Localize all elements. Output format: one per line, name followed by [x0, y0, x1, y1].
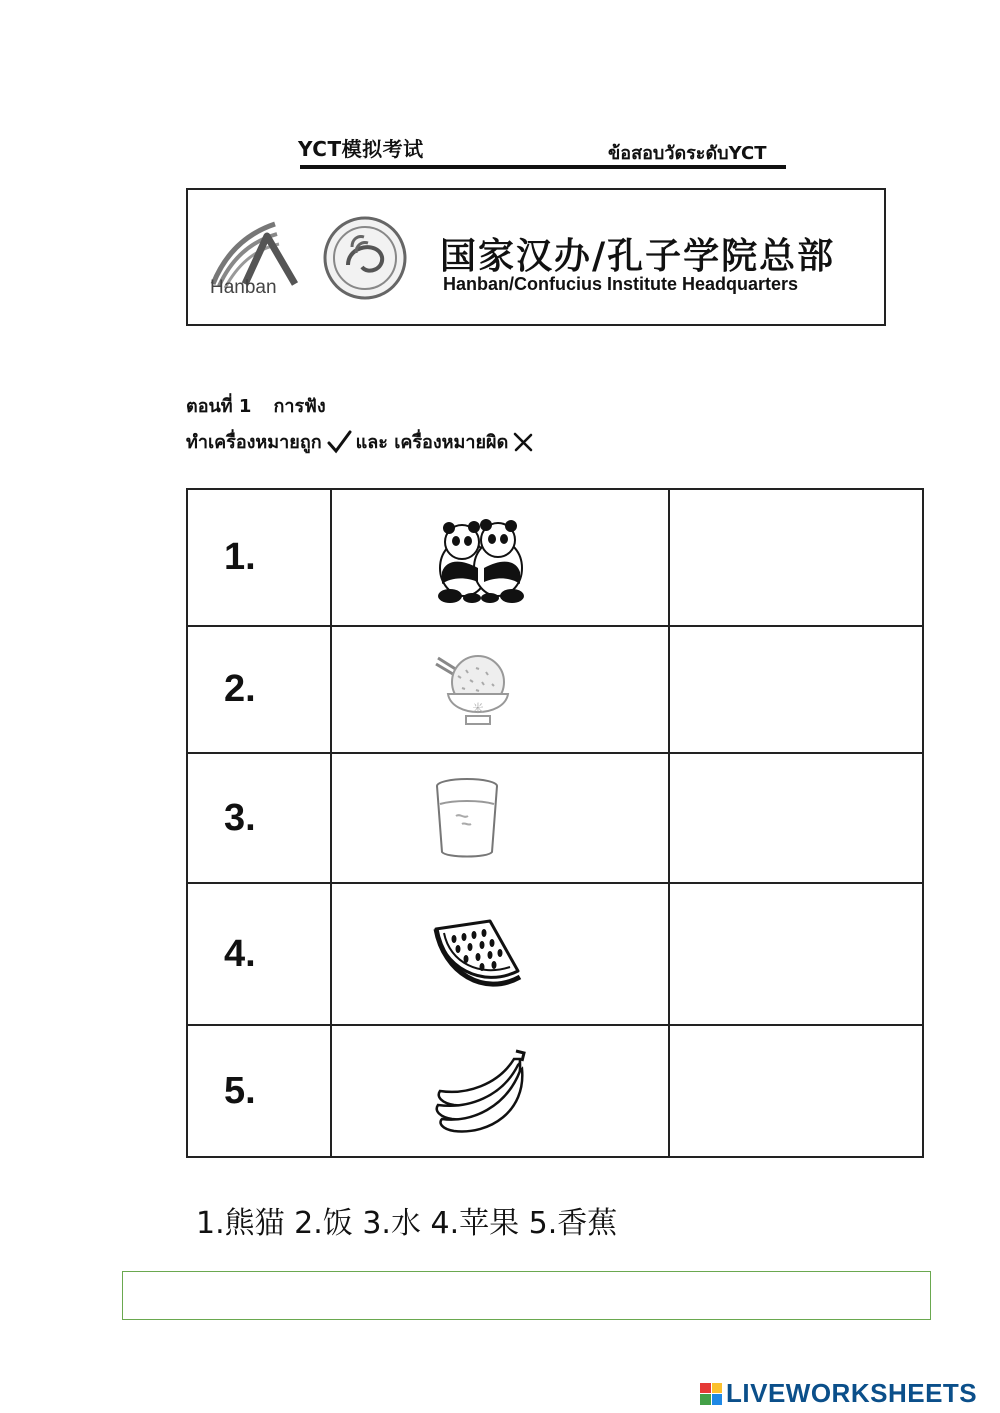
question-picture-cell [331, 626, 669, 753]
banana-icon [432, 1047, 532, 1135]
brand-text: LIVEWORKSHEETS [726, 1378, 978, 1408]
header-underline [300, 165, 786, 169]
rice-bowl-icon [432, 650, 522, 730]
answer-cell[interactable] [669, 1025, 923, 1157]
answers-line: 1.熊猫 2.饭 3.水 4.苹果 5.香蕉 [196, 1206, 618, 1241]
table-row [187, 753, 923, 883]
answer-cell[interactable] [669, 753, 923, 883]
part-name: การฟัง [273, 396, 326, 417]
question-picture-cell [331, 489, 669, 626]
confucius-institute-seal-icon [322, 215, 408, 301]
question-number: 1. [187, 489, 331, 626]
table-row [187, 489, 923, 626]
table-row [187, 1025, 923, 1157]
watermelon-icon [432, 915, 524, 993]
liveworksheets-logo-icon [700, 1383, 722, 1405]
part-heading [186, 391, 326, 420]
hanban-label: Hanban [210, 277, 277, 298]
table-row [187, 626, 923, 753]
answer-cell[interactable] [669, 626, 923, 753]
organization-name-english: Hanban/Confucius Institute Headquarters [443, 274, 799, 294]
instruction-text-middle: และ เครื่องหมายผิด [355, 432, 509, 453]
answer-input[interactable] [122, 1271, 931, 1320]
panda-icon [432, 512, 532, 604]
water-glass-icon [432, 776, 502, 860]
question-picture-cell [331, 883, 669, 1025]
instruction-text-before: ทำเครื่องหมายถูก [186, 432, 322, 453]
organization-name-chinese: 国家汉办/孔子学院总部 [440, 235, 836, 277]
header-left-title: YCT模拟考试 [298, 137, 424, 161]
question-picture-cell [331, 753, 669, 883]
question-table [186, 488, 924, 1158]
question-number: 4. [187, 883, 331, 1025]
question-number: 3. [187, 753, 331, 883]
answer-cell[interactable] [669, 489, 923, 626]
question-picture-cell [331, 1025, 669, 1157]
instruction-line [186, 427, 534, 456]
cross-icon [512, 431, 534, 453]
part-label: ตอนที่ 1 [186, 396, 252, 417]
answer-cell[interactable] [669, 883, 923, 1025]
question-number: 2. [187, 626, 331, 753]
liveworksheets-brand [700, 1378, 977, 1409]
header-right-title: ข้อสอบวัดระดับYCT [608, 143, 767, 164]
svg-text:米: 米 [472, 701, 484, 715]
check-icon [326, 430, 352, 454]
question-number: 5. [187, 1025, 331, 1157]
table-row [187, 883, 923, 1025]
